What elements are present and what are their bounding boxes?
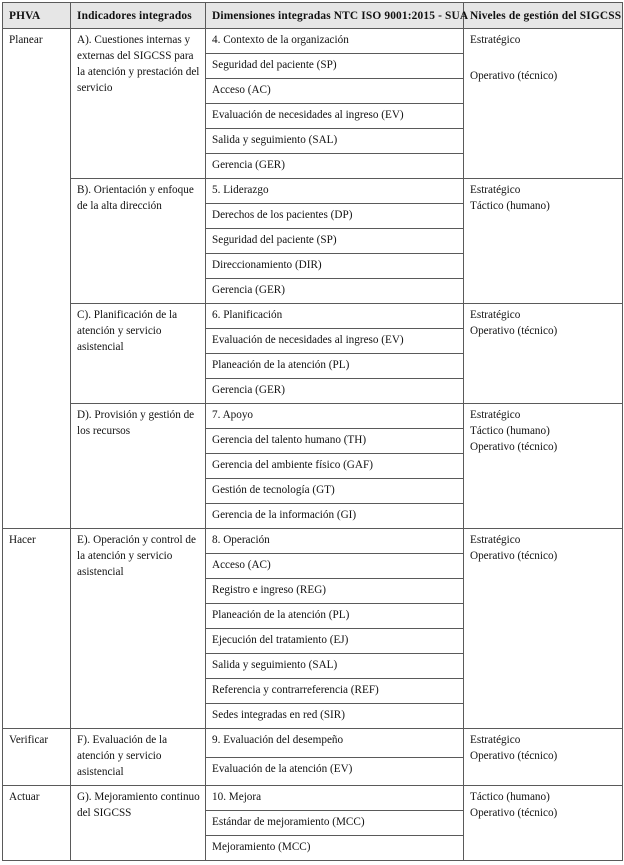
nivel-item: Operativo (técnico)	[470, 70, 558, 83]
column-header-niveles: Niveles de gestión del SIGCSS	[464, 3, 623, 29]
dimension-cell: 10. Mejora	[206, 785, 464, 810]
table-row	[3, 729, 623, 757]
nivel-item: Operativo (técnico)	[470, 441, 558, 453]
table-row	[3, 404, 623, 429]
dimension-cell: 5. Liderazgo	[206, 179, 464, 204]
niveles-cell	[464, 785, 623, 860]
dimension-cell: Gerencia (GER)	[206, 379, 464, 404]
niveles-cell	[464, 29, 623, 179]
dimension-cell: Evaluación de necesidades al ingreso (EV)	[206, 104, 464, 129]
indicador-cell: G). Mejoramiento continuo del SIGCSS	[71, 785, 206, 860]
column-header-dimensiones: Dimensiones integradas NTC ISO 9001:2015 - SUA	[206, 3, 464, 29]
niveles-cell	[464, 304, 623, 404]
table-row	[3, 179, 623, 204]
indicador-cell: B). Orientación y enfoque de la alta dirección	[71, 179, 206, 304]
dimension-cell: Gerencia (GER)	[206, 154, 464, 179]
nivel-item: Estratégico	[470, 734, 521, 747]
nivel-item: Táctico (humano)	[470, 200, 550, 213]
nivel-item: Táctico (humano)	[470, 425, 550, 438]
dimension-cell: Sedes integradas en red (SIR)	[206, 704, 464, 729]
dimension-cell: Gerencia del ambiente físico (GAF)	[206, 454, 464, 479]
dimension-cell: Gestión de tecnología (GT)	[206, 479, 464, 504]
column-header-indicadores: Indicadores integrados	[71, 3, 206, 29]
dimension-cell: Direccionamiento (DIR)	[206, 254, 464, 279]
phva-cell: Verificar	[3, 729, 71, 786]
indicador-cell: F). Evaluación de la atención y servicio asistencial	[71, 729, 206, 786]
niveles-cell	[464, 179, 623, 304]
dimension-cell: Acceso (AC)	[206, 79, 464, 104]
phva-cell: Actuar	[3, 785, 71, 860]
dimension-cell: Estándar de mejoramiento (MCC)	[206, 810, 464, 835]
nivel-item: Estratégico	[470, 34, 521, 47]
nivel-item: Estratégico	[470, 534, 521, 547]
nivel-item: Operativo (técnico)	[470, 750, 558, 763]
table-row	[3, 304, 623, 329]
dimension-cell: Gerencia (GER)	[206, 279, 464, 304]
nivel-item: Operativo (técnico)	[470, 806, 558, 819]
phva-cell: Planear	[3, 29, 71, 529]
nivel-item: Estratégico	[470, 184, 521, 197]
nivel-item: Estratégico	[470, 309, 521, 322]
column-header-phva: PHVA	[3, 3, 71, 29]
table-body	[3, 29, 623, 861]
table-row	[3, 29, 623, 54]
nivel-item: Operativo (técnico)	[470, 325, 558, 338]
dimension-cell: 4. Contexto de la organización	[206, 29, 464, 54]
dimension-cell: Acceso (AC)	[206, 554, 464, 579]
nivel-item: Estratégico	[470, 409, 521, 422]
niveles-cell	[464, 404, 623, 529]
dimension-cell: 6. Planificación	[206, 304, 464, 329]
dimension-cell: Seguridad del paciente (SP)	[206, 229, 464, 254]
dimension-cell: Salida y seguimiento (SAL)	[206, 654, 464, 679]
nivel-item: Operativo (técnico)	[470, 550, 558, 563]
dimension-cell: Planeación de la atención (PL)	[206, 354, 464, 379]
dimension-cell: 8. Operación	[206, 529, 464, 554]
niveles-cell	[464, 529, 623, 729]
table-row	[3, 529, 623, 554]
dimension-cell: Gerencia de la información (GI)	[206, 504, 464, 529]
dimension-cell: Evaluación de la atención (EV)	[206, 757, 464, 785]
dimension-cell: Referencia y contrarreferencia (REF)	[206, 679, 464, 704]
dimension-cell: 9. Evaluación del desempeño	[206, 729, 464, 757]
dimension-cell: Mejoramiento (MCC)	[206, 835, 464, 860]
table-row	[3, 785, 623, 810]
header-row	[3, 3, 623, 29]
nivel-item: Táctico (humano)	[470, 790, 550, 803]
dimension-cell: Ejecución del tratamiento (EJ)	[206, 629, 464, 654]
dimension-cell: 7. Apoyo	[206, 404, 464, 429]
phva-cell: Hacer	[3, 529, 71, 729]
dimension-cell: Planeación de la atención (PL)	[206, 604, 464, 629]
niveles-cell	[464, 729, 623, 786]
indicador-cell: D). Provisión y gestión de los recursos	[71, 404, 206, 529]
indicador-cell: A). Cuestiones internas y externas del SIGCSS para la atención y prestación del servicio	[71, 29, 206, 179]
dimension-cell: Derechos de los pacientes (DP)	[206, 204, 464, 229]
integrated-indicators-table	[2, 2, 623, 861]
table-header	[3, 3, 623, 29]
indicador-cell: E). Operación y control de la atención y servicio asistencial	[71, 529, 206, 729]
dimension-cell: Salida y seguimiento (SAL)	[206, 129, 464, 154]
dimension-cell: Seguridad del paciente (SP)	[206, 54, 464, 79]
dimension-cell: Evaluación de necesidades al ingreso (EV)	[206, 329, 464, 354]
indicador-cell: C). Planificación de la atención y servicio asistencial	[71, 304, 206, 404]
dimension-cell: Registro e ingreso (REG)	[206, 579, 464, 604]
dimension-cell: Gerencia del talento humano (TH)	[206, 429, 464, 454]
